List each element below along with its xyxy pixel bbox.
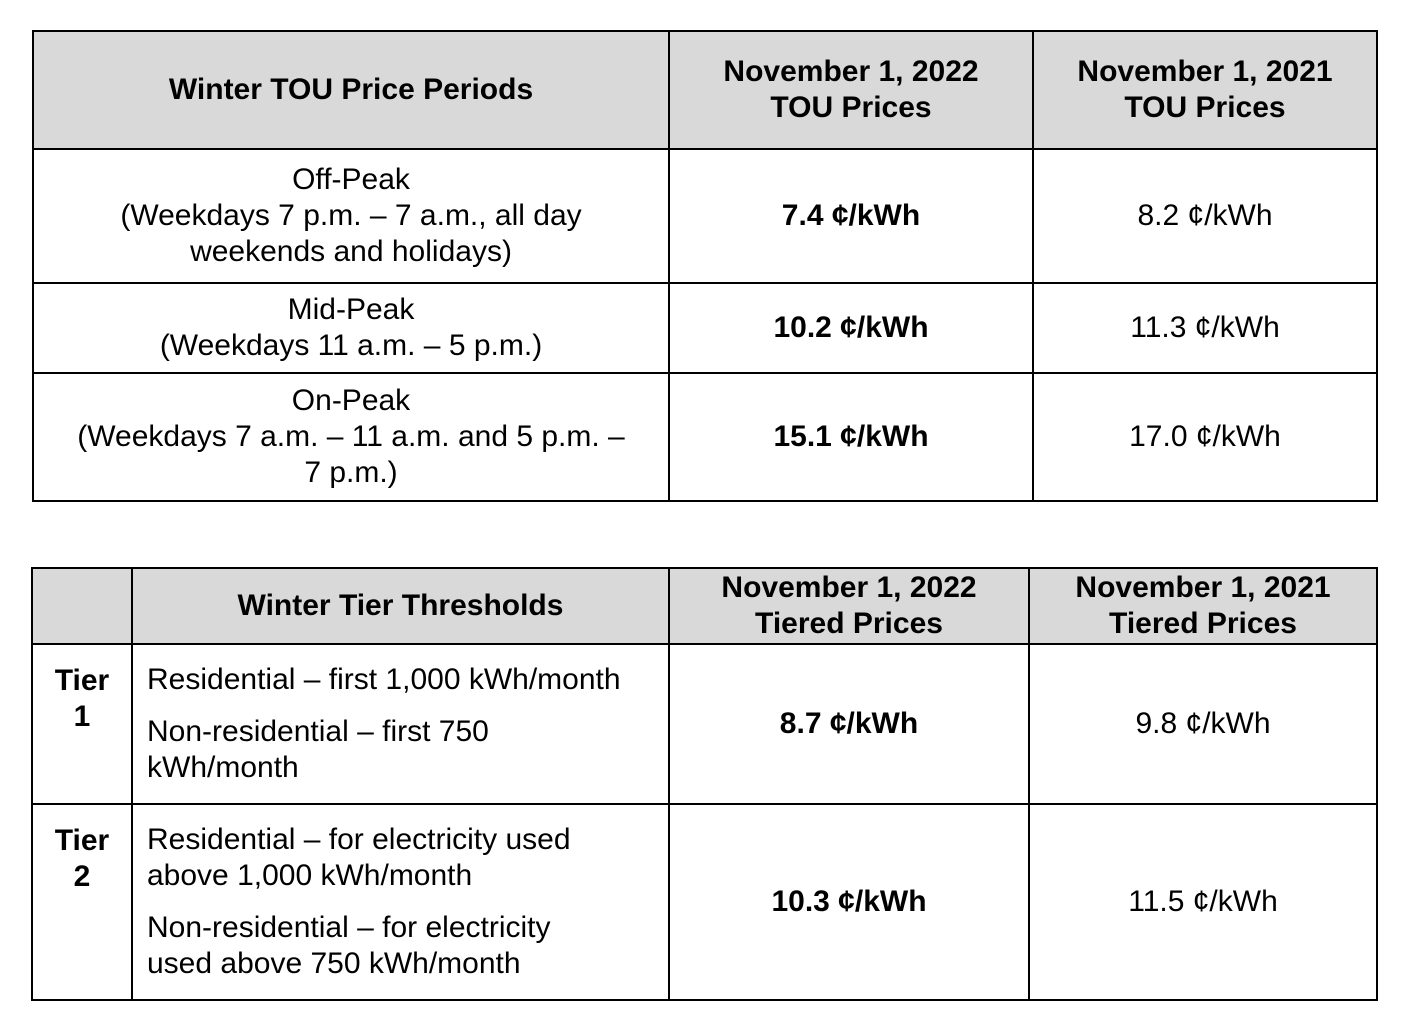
threshold-cell — [132, 804, 669, 1000]
table-row — [32, 644, 1377, 804]
price-2021: 11.5 ¢/kWh — [1029, 804, 1377, 1000]
threshold-non-residential — [147, 714, 654, 786]
tier-header-row — [32, 568, 1377, 644]
table-row — [33, 149, 1377, 283]
tier-header-2021 — [1029, 568, 1377, 644]
tier-label: Tier — [54, 824, 110, 857]
period-name: On-Peak — [291, 384, 411, 417]
price-2022: 7.4 ¢/kWh — [669, 149, 1033, 283]
tou-header-2022 — [669, 31, 1033, 149]
price-2022: 15.1 ¢/kWh — [669, 373, 1033, 501]
tou-header-row — [33, 31, 1377, 149]
price-2021: 17.0 ¢/kWh — [1033, 373, 1377, 501]
price-2022: 10.2 ¢/kWh — [669, 283, 1033, 373]
period-hours: weekends and holidays) — [190, 235, 512, 268]
threshold-line: Residential – for electricity used — [147, 823, 571, 856]
price-2022: 10.3 ¢/kWh — [669, 804, 1029, 1000]
threshold-line: used above 750 kWh/month — [147, 947, 521, 980]
header-line: TOU Prices — [1124, 91, 1286, 124]
header-line: November 1, 2022 — [723, 55, 979, 88]
period-name: Off-Peak — [292, 163, 410, 196]
tou-header-2021 — [1033, 31, 1377, 149]
header-line: November 1, 2022 — [721, 571, 977, 604]
period-name: Mid-Peak — [287, 293, 415, 326]
period-cell-mid-peak — [33, 283, 669, 373]
tier-header-2022 — [669, 568, 1029, 644]
table-row — [32, 804, 1377, 1000]
header-line: Tiered Prices — [1109, 607, 1297, 640]
price-2021: 9.8 ¢/kWh — [1029, 644, 1377, 804]
table-row — [33, 373, 1377, 501]
tier-header-empty — [32, 568, 132, 644]
period-hours: 7 p.m.) — [304, 456, 398, 489]
threshold-residential — [147, 822, 654, 894]
threshold-line: kWh/month — [147, 751, 299, 784]
tou-price-table — [32, 30, 1378, 502]
threshold-line: above 1,000 kWh/month — [147, 859, 473, 892]
price-2021: 11.3 ¢/kWh — [1033, 283, 1377, 373]
threshold-non-residential — [147, 910, 654, 982]
threshold-line: Non-residential – for electricity — [147, 911, 551, 944]
period-cell-off-peak — [33, 149, 669, 283]
threshold-line: Residential – first 1,000 kWh/month — [147, 663, 621, 696]
period-hours: (Weekdays 7 a.m. – 11 a.m. and 5 p.m. – — [77, 420, 625, 453]
tier-number: 1 — [73, 700, 91, 733]
header-line: Winter TOU Price Periods — [168, 73, 534, 106]
tier-label-cell — [32, 644, 132, 804]
header-line: Winter Tier Thresholds — [237, 589, 564, 622]
header-line: Tiered Prices — [755, 607, 943, 640]
tier-label: Tier — [54, 664, 110, 697]
header-line: TOU Prices — [770, 91, 932, 124]
table-row — [33, 283, 1377, 373]
threshold-residential — [147, 662, 654, 698]
tier-label-cell — [32, 804, 132, 1000]
threshold-line: Non-residential – first 750 — [147, 715, 489, 748]
price-2022: 8.7 ¢/kWh — [669, 644, 1029, 804]
header-line: November 1, 2021 — [1075, 571, 1331, 604]
period-cell-on-peak — [33, 373, 669, 501]
tou-header-periods — [33, 31, 669, 149]
tier-header-thresholds — [132, 568, 669, 644]
threshold-cell — [132, 644, 669, 804]
tier-price-table — [31, 567, 1378, 1001]
period-hours: (Weekdays 7 p.m. – 7 a.m., all day — [120, 199, 582, 232]
tier-number: 2 — [73, 860, 91, 893]
header-line: November 1, 2021 — [1077, 55, 1333, 88]
period-hours: (Weekdays 11 a.m. – 5 p.m.) — [159, 329, 543, 362]
price-2021: 8.2 ¢/kWh — [1033, 149, 1377, 283]
